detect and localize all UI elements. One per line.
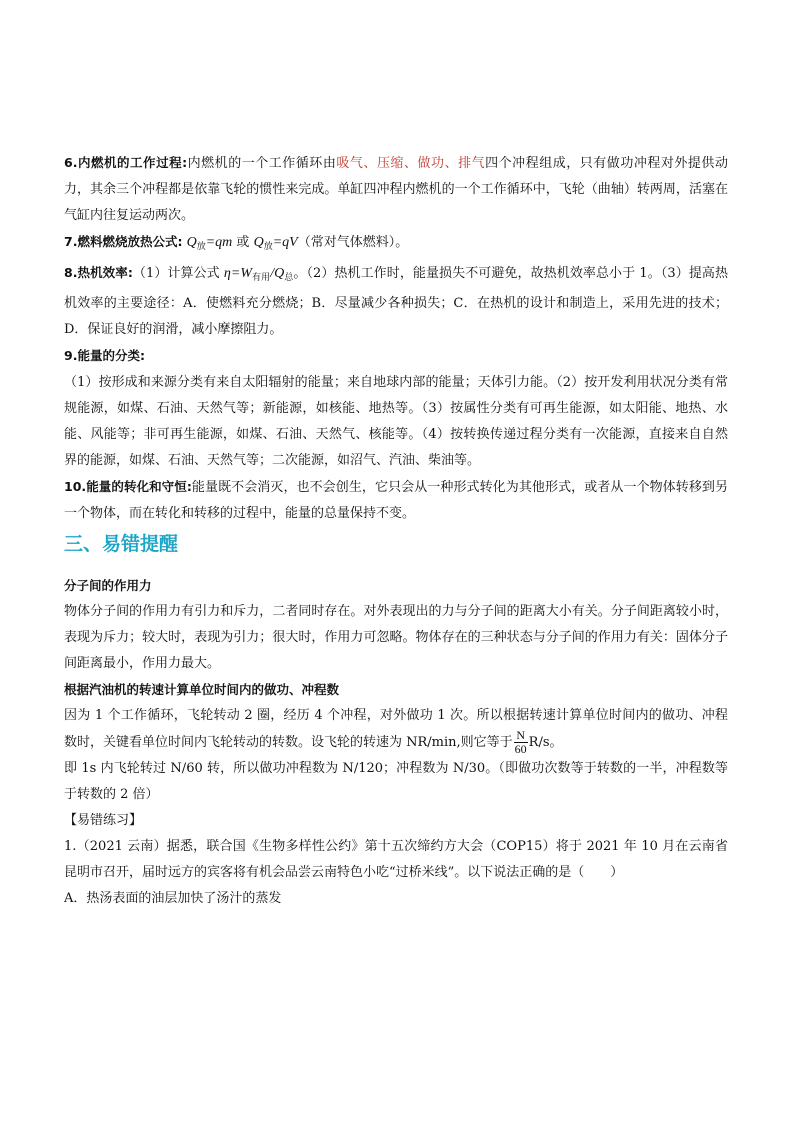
engine-paragraph-1 — [64, 703, 728, 756]
efficiency-eta: η=W — [223, 266, 252, 281]
force-body: 物体分子间的作用力有引力和斥力，二者同时存在。对外表现出的力与分子间的距离大小有关。分子间距离较小时，表现为斥力；较大时，表现为引力；很大时，作用力可忽略。物体存在的三种状态与分子间的作用力有关：固体分子间距离最小，作用力最大。 — [64, 604, 728, 671]
efficiency-sub-total: 总 — [284, 273, 294, 283]
item-8-text-1: （1）计算公式 — [132, 266, 224, 281]
fraction-denominator: 60 — [514, 742, 527, 756]
formula-q-1: Q — [186, 235, 197, 250]
item-8-text-2: 。（2）热机工作时，能量损失不可避免，故热机效率总小于 1。（3）提高热机效率的主要途径：A．使燃料充分燃烧；B．尽量减少各种损失；C．在热机的设计和制造上，采用先进的技术；D．保证良好的润滑，减小摩擦阻力。 — [64, 266, 728, 337]
item-9-title: 9.能量的分类: — [64, 348, 145, 363]
practice-label: 【易错练习】 — [64, 813, 143, 828]
item-10-title: 10.能量的转化和守恒: — [64, 479, 192, 494]
separator-3: 、 — [444, 156, 459, 171]
item-9-body: （1）按形成和来源分类有来自太阳辐射的能量；来自地球内部的能量；天体引力能。（2）按开发利用状况分类有常规能源，如煤、石油、天然气等；新能源，如核能、地热等。（3）按属性分类有可再生能源，如太阳能、地热、水能、风能等；非可再生能源，如煤、石油、天然气、核能等。（4）按转换传递过程分类有一次能源，直接来自自然界的能源，如煤、石油、天然气等；二次能源，如沼气、汽油、柴油等。 — [64, 375, 728, 468]
engine-title: 根据汽油机的转速计算单位时间内的做功、冲程数 — [64, 682, 340, 697]
formula-sub-2: 放 — [263, 242, 273, 252]
item-10-paragraph — [64, 474, 728, 527]
separator-1: 、 — [363, 156, 377, 171]
formula-q-2: Q — [253, 235, 264, 250]
stroke-exhaust: 排气 — [458, 156, 486, 171]
separator-2: 、 — [403, 156, 418, 171]
engine-paragraph-2: 即 1s 内飞轮转过 N/60 转，所以做功冲程数为 N/120；冲程数为 N/30。（即做功次数等于转数的一半，冲程数等于转数的 2 倍） — [64, 761, 728, 802]
fraction-numerator: N — [514, 729, 528, 743]
item-6-title: 6.内燃机的工作过程: — [64, 155, 188, 170]
document-page — [64, 150, 728, 912]
formula-eq-2: =qV — [272, 235, 298, 250]
formula-note: （常对气体燃料）。 — [297, 235, 409, 250]
stroke-compression: 压缩 — [376, 156, 404, 171]
formula-sub-1: 放 — [196, 242, 206, 252]
fraction-n-over-60 — [514, 729, 528, 756]
practice-question-1: 1.（2021 云南）据悉，联合国《生物多样性公约》第十五次缔约方大会（COP15）将于 2021 年 10 月在云南省昆明市召开，届时远方的宾客将有机会品尝云南特色小吃“过桥米线”。以下说法正确的是（ ） — [64, 839, 728, 880]
efficiency-sub-useful: 有用 — [251, 273, 271, 283]
practice-option-a: A．热汤表面的油层加快了汤汁的蒸发 — [64, 891, 282, 906]
engine-text-2: R/s。 — [528, 735, 563, 750]
formula-or: 或 — [232, 235, 254, 250]
item-7-paragraph — [64, 229, 728, 260]
item-6-paragraph — [64, 150, 728, 229]
engine-text-1: 因为 1 个工作循环，飞轮转动 2 圈，经历 4 个冲程，对外做功 1 次。所以根据转速计算单位时间内的做功、冲程数时，关键看单位时间内飞轮转动的转数。设飞轮的转速为 NR/min,则它等于 — [64, 708, 728, 750]
item-9-title-line — [64, 343, 728, 370]
efficiency-slash-q: /Q — [270, 266, 285, 281]
item-10-body: 能量既不会消灭，也不会创生，它只会从一种形式转化为其他形式，或者从一个物体转移到另一个物体，而在转化和转移的过程中，能量的总量保持不变。 — [64, 480, 728, 521]
stroke-power: 做功 — [417, 156, 445, 171]
formula-eq-1: =qm — [205, 235, 233, 250]
item-8-title: 8.热机效率: — [64, 265, 133, 280]
item-7-title: 7.燃料燃烧放热公式: — [64, 234, 183, 249]
item-8-paragraph — [64, 260, 728, 343]
item-6-text-1: 内燃机的一个工作循环由 — [187, 156, 337, 171]
force-title: 分子间的作用力 — [64, 578, 152, 593]
stroke-intake: 吸气 — [336, 156, 364, 171]
section-heading-3: 三、易错提醒 — [64, 533, 179, 555]
item-6-text-2: 四个冲程组成，只有做功冲程对外提供动力，其余三个冲程都是依靠飞轮的惯性来完成。单缸四冲程内燃机的一个工作循环中，飞轮（曲轴）转两周，活塞在气缸内往复运动两次。 — [64, 156, 728, 223]
